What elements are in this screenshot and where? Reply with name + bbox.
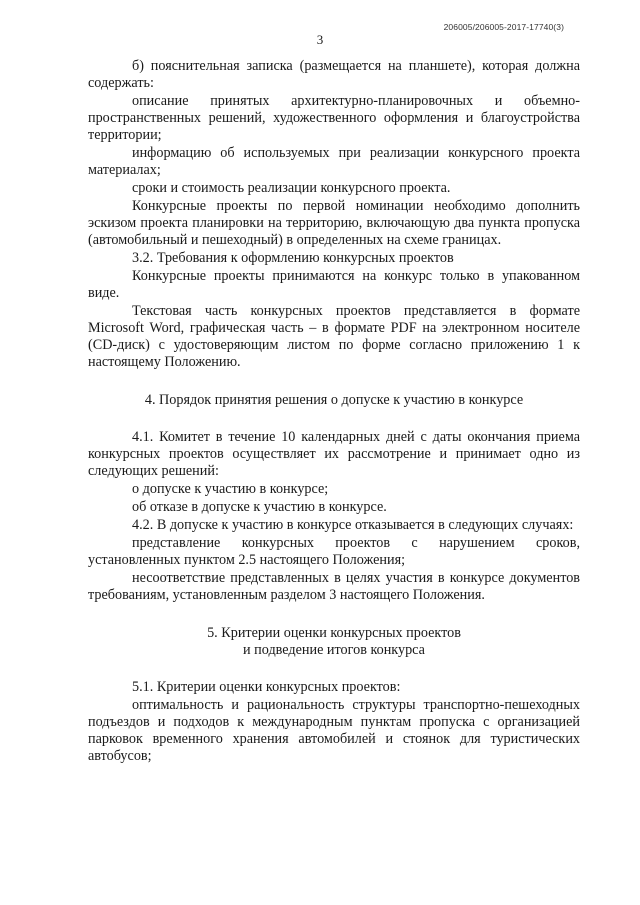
section-heading-4: 4. Порядок принятия решения о допуске к участию в конкурсе	[144, 392, 524, 408]
list-item: об отказе в допуске к участию в конкурсе.	[132, 499, 387, 515]
document-id: 206005/206005-2017-17740(3)	[443, 22, 564, 32]
paragraph: описание принятых архитектурно-планировочных и объемно-пространственных решений, художественного оформления и благоустройства территории;	[88, 93, 580, 143]
subsection-heading: 3.2. Требования к оформлению конкурсных проектов	[132, 250, 454, 266]
list-item: несоответствие представленных в целях участия в конкурсе документов требованиям, установленным разделом 3 настоящего Положения.	[88, 570, 580, 603]
list-item: о допуске к участию в конкурсе;	[132, 481, 329, 497]
list-item: оптимальность и рациональность структуры транспортно-пешеходных подъездов и подходов к международным пунктам пропуска с организацией парковок временного хранения автомобилей и стоянок для туристических автобусов;	[88, 697, 580, 764]
paragraph: 4.2. В допуске к участию в конкурсе отказывается в следующих случаях:	[132, 517, 574, 533]
paragraph: б) пояснительная записка (размещается на планшете), которая должна содержать:	[88, 58, 580, 91]
subsection-heading: 5.1. Критерии оценки конкурсных проектов:	[132, 679, 401, 695]
paragraph: сроки и стоимость реализации конкурсного проекта.	[132, 180, 451, 196]
paragraph: Конкурсные проекты принимаются на конкурс только в упакованном виде.	[88, 268, 580, 301]
section-heading-5-line-1: 5. Критерии оценки конкурсных проектов	[207, 625, 461, 641]
paragraph: 4.1. Комитет в течение 10 календарных дней с даты окончания приема конкурсных проектов осуществляет их рассмотрение и принимает одно из следующих решений:	[88, 429, 580, 479]
list-item: представление конкурсных проектов с нарушением сроков, установленных пунктом 2.5 настоящего Положения;	[88, 535, 580, 568]
paragraph: информацию об используемых при реализации конкурсного проекта материалах;	[88, 145, 580, 178]
section-heading-5-line-2: и подведение итогов конкурса	[243, 642, 425, 658]
paragraph: Текстовая часть конкурсных проектов представляется в формате Microsoft Word, графическая часть – в формате PDF на электронном носителе (CD-диск) с удостоверяющим листом по форме согласно приложению 1 к настоящему Положению.	[88, 303, 580, 370]
paragraph: Конкурсные проекты по первой номинации необходимо дополнить эскизом проекта планировки на территорию, включающую два пункта пропуска (автомобильный и пешеходный) в определенных на схеме границах.	[88, 198, 580, 248]
page-number: 3	[316, 32, 324, 47]
document-body	[88, 58, 580, 766]
